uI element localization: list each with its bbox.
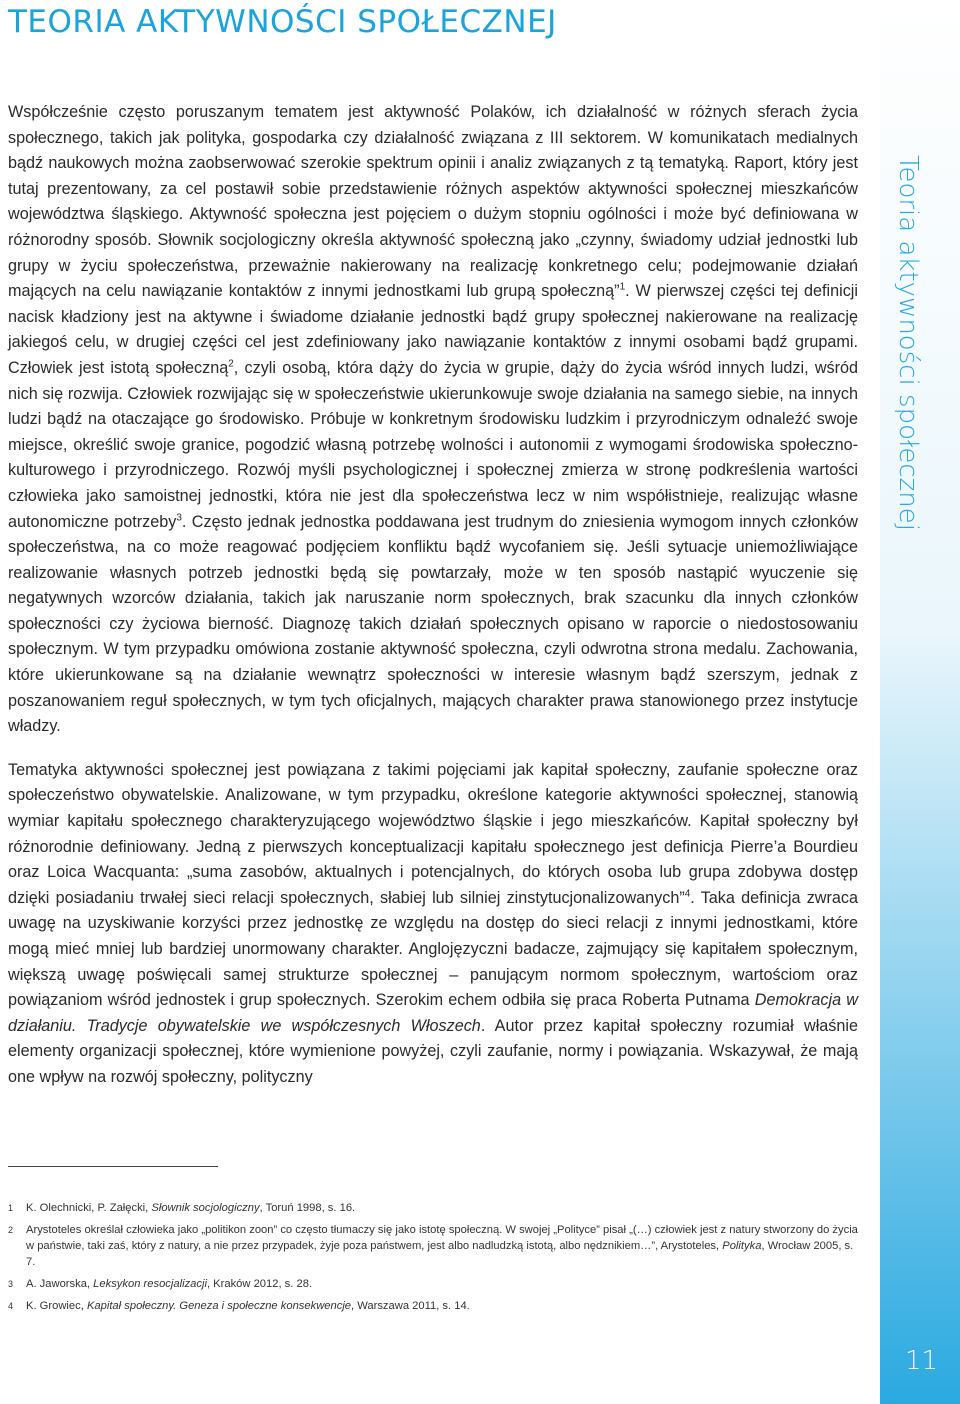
footnotes — [8, 1200, 860, 1320]
footnote-italic: Słownik socjologiczny — [151, 1202, 260, 1214]
footnote-text — [26, 1276, 860, 1292]
paragraph-text: , czyli osobą, która dąży do życia w grupie, dąży do życia wśród innych ludzi, wśród nich się rozwija. Człowiek rozwijając się w społeczeństwie ukierunkowuje swoje działania na samego siebie, na innych ludzi bądź na otaczające go środowisko. Próbuje w konkretnym środowisku ludzkim i przyrodniczym odnaleźć swoje miejsce, określić swoje granice, pogodzić własną potrzebę wolności i autonomii z wymogami środowiska społeczno-kulturowego i przyrodniczego. Rozwój myśli psychologicznej i społecznej zmierza w stronę podkreślenia wartości człowieka jako samoistnej jednostki, która nie jest dla społeczeństwa lecz w nim współistnieje, realizując własne autonomiczne potrzeby — [8, 358, 858, 531]
footnote-number: 2 — [8, 1225, 14, 1235]
paragraph-text: . W pierwszej części tej definicji nacisk kładziony jest na aktywne i świadome działanie jednostki bądź grupy społecznej nakierowane na realizację jakiegoś celu, w drugiej części cel jest zdefiniowany jako nawiązanie kontaktów z innymi osobami bądź grupami. Człowiek jest istotą społeczną — [8, 282, 858, 377]
footnote-ref-2: 2 — [228, 358, 234, 370]
side-section-label: Teoria aktywności społecznej — [893, 155, 923, 532]
footnote-divider — [8, 1166, 218, 1167]
footnote-pre: K. Olechnicki, P. Załęcki, — [26, 1202, 152, 1214]
paragraph-text: Tematyka aktywności społecznej jest powiązana z takimi pojęciami jak kapitał społeczny, zaufanie społeczne oraz społeczeństwo obywatelskie. Analizowane, w tym przypadku, określone kategorie aktywności społecznej, stanowią wymiar kapitału społecznego charakteryzującego województwo śląskie i jego mieszkańców. Kapitał społeczny był różnorodnie definiowany. Jedną z pierwszych konceptualizacji kapitału społecznego jest definicja Pierre’a Bourdieu oraz Loica Wacquanta: „suma zasobów, aktualnych i potencjalnych, do których osoba lub grupa zdobywa dostęp dzięki posiadaniu trwałej sieci relacji społecznych, słabiej lub silniej zinstytucjonalizowanych” — [8, 760, 858, 907]
footnote-pre: Arystoteles określał człowieka jako „politikon zoon” co często tłumaczy się jako istotę społeczną. W swojej „Polityce” pisał „(…) człowiek jest z natury stworzony do życia w państwie, taki zaś, który z natury, a nie przez przypadek, żyje poza państwem, jest albo nadludzką istotą, albo nędznikiem…”, Arystoteles, — [26, 1224, 858, 1252]
paragraph-text: . Taka definicja zwraca uwagę na uzyskiwanie korzyści przez jednostkę ze względu na dostęp do sieci relacji z innymi jednostkami, które mogą mieć mniej lub bardziej unormowany charakter. Anglojęzyczni badacze, zajmujący się kapitałem społecznym, większą uwagę poświęcali samej strukturze społecznej – panującym normom społecznym, wartościom oraz powiązaniom wśród jednostek i grup społecznych. Szerokim echem odbiła się praca Roberta Putnama — [8, 888, 858, 1010]
footnote-italic: Leksykon resocjalizacji — [93, 1278, 207, 1290]
book-title: Demokracja w działaniu. Tradycje obywatelskie we współczesnych Włoszech — [8, 991, 858, 1035]
paragraph-text: Współcześnie często poruszanym tematem jest aktywność Polaków, ich działalność w różnych sferach życia społecznego, takich jak polityka, gospodarka czy działalność związana z III sektorem. W komunikatach medialnych bądź naukowych można zaobserwować szerokie spektrum opinii i analiz związanych z tą tematyką. Raport, który jest tutaj prezentowany, za cel postawił sobie przedstawienie różnych aspektów aktywności społecznej mieszkańców województwa śląskiego. Aktywność społeczna jest pojęciem o dużym stopniu ogólności i może być definiowana w różnorodny sposób. Słownik socjologiczny określa aktywność społeczną jako „czynny, świadomy udział jednostki lub grupy w życiu społeczeństwa, przeważnie nakierowany na realizację konkretnego celu; podejmowanie działań mających na celu nawiązanie kontaktów z innymi jednostkami lub grupą społeczną” — [8, 103, 858, 301]
body-text — [8, 100, 858, 1091]
footnote-post: , Toruń 1998, s. 16. — [259, 1202, 356, 1214]
footnote-text — [26, 1222, 860, 1270]
footnote-pre: K. Growiec, — [26, 1300, 87, 1312]
page-title: TEORIA AKTYWNOŚCI SPOŁECZNEJ — [8, 4, 557, 40]
footnote-italic: Kapitał społeczny. Geneza i społeczne konsekwencje — [86, 1300, 352, 1312]
footnote-4 — [8, 1298, 860, 1314]
footnote-text — [26, 1298, 860, 1314]
footnote-post: , Warszawa 2011, s. 14. — [351, 1300, 470, 1312]
footnote-number: 1 — [8, 1203, 14, 1213]
paragraph-text: . Często jednak jednostka poddawana jest trudnym do zniesienia wymogom innych członków społeczeństwa, na co może reagować podjęciem konfliktu bądź wycofaniem się. Jeśli sytuacje uniemożliwiające realizowanie własnych potrzeb jednostki będą się powtarzały, może w ten sposób nastąpić wyuczenie się negatywnych wzorców działania, takich jak naruszanie norm społecznych, brak szacunku dla innych członków społeczności czy życiowa bierność. Diagnozę takich działań społecznych opisano w raporcie o niedostosowaniu społecznym. W tym przypadku omówiona zostanie aktywność społeczna, czyli odwrotna strona medalu. Zachowania, które ukierunkowane są na działanie wewnątrz społeczności w interesie własnym bądź szerszym, jednak z poszanowaniem reguł społecznych, w tym tych oficjalnych, mających charakter prawa stanowionego przez instytucje władzy. — [8, 512, 858, 736]
footnote-ref-1: 1 — [619, 281, 626, 293]
footnote-2 — [8, 1222, 860, 1270]
footnote-3 — [8, 1276, 860, 1292]
footnote-italic: Polityka — [722, 1240, 762, 1252]
paragraph-text: . Autor przez kapitał społeczny rozumiał właśnie elementy organizacji społecznej, które wymienione powyżej, czyli zaufanie, normy i powiązania. Wskazywał, że mają one wpływ na rozwój społeczny, polityczny — [8, 1016, 858, 1086]
footnote-1 — [8, 1200, 860, 1216]
paragraph-2 — [8, 758, 858, 1091]
footnote-text — [26, 1200, 860, 1216]
page-number: 11 — [905, 1346, 939, 1376]
footnote-ref-3: 3 — [176, 512, 182, 524]
footnote-number: 4 — [8, 1301, 14, 1311]
footnote-number: 3 — [8, 1279, 14, 1289]
footnote-post: , Kraków 2012, s. 28. — [206, 1278, 313, 1290]
footnote-ref-4: 4 — [684, 888, 691, 900]
footnote-post: , Wrocław 2005, s. 7. — [26, 1240, 854, 1268]
footnote-pre: A. Jaworska, — [26, 1278, 94, 1290]
paragraph-1 — [8, 100, 858, 740]
